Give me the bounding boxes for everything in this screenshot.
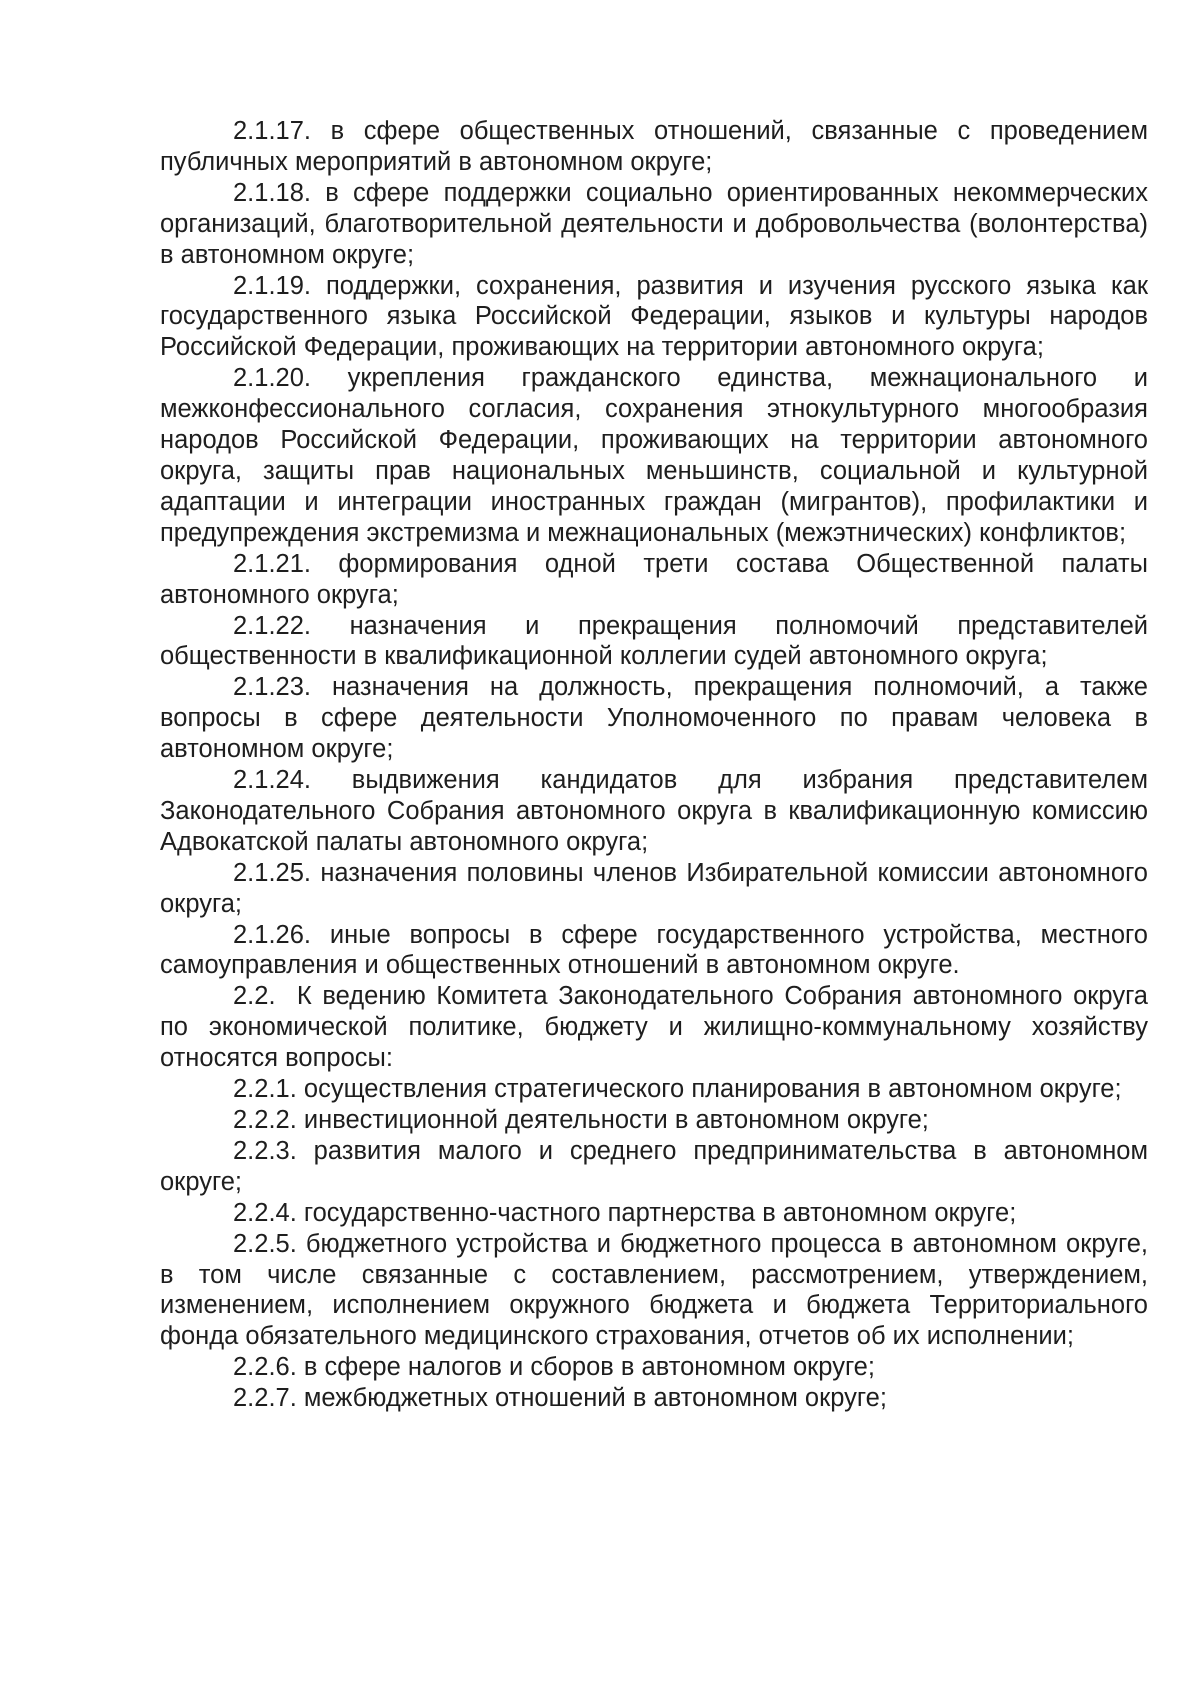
paragraph-2-1-18: 2.1.18. в сфере поддержки социально ориентированных некоммерческих организаций, благотворительной деятельности и добровольчества (волонтерства) в автономном округе; [160,178,1148,269]
paragraph-2-1-19: 2.1.19. поддержки, сохранения, развития и изучения русского языка как государственного языка Российской Федерации, языков и культуры народов Российской Федерации, проживающих на территории автономного округа; [160,271,1148,362]
paragraph-2-1-24: 2.1.24. выдвижения кандидатов для избрания представителем Законодательного Собрания автономного округа в квалификационную комиссию Адвокатской палаты автономного округа; [160,766,1148,856]
paragraph-2-1-21: 2.1.21. формирования одной трети состава Общественной палаты автономного округа; [160,549,1148,609]
paragraph-2-2-1: 2.2.1. осуществления стратегического планирования в автономном округе; [233,1075,1122,1104]
paragraph-2-2-6: 2.2.6. в сфере налогов и сборов в автономном округе; [233,1353,875,1382]
paragraph-2-1-17: 2.1.17. в сфере общественных отношений, связанные с проведением публичных мероприятий в автономном округе; [160,117,1148,176]
paragraph-2-1-26: 2.1.26. иные вопросы в сфере государственного устройства, местного самоуправления и общественных отношений в автономном округе. [160,920,1148,980]
paragraph-2-1-23: 2.1.23. назначения на должность, прекращения полномочий, а также вопросы в сфере деятельности Уполномоченного по правам человека в автономном округе; [160,673,1148,764]
paragraph-2-2-4: 2.2.4. государственно-частного партнерства в автономном округе; [233,1198,1017,1227]
paragraph-2-2-3: 2.2.3. развития малого и среднего предпринимательства в автономном округе; [160,1136,1148,1196]
paragraph-2-2: 2.2. К ведению Комитета Законодательного Собрания автономного округа по экономической политике, бюджету и жилищно-коммунальному хозяйству относятся вопросы: [160,982,1148,1073]
paragraph-2-1-25: 2.1.25. назначения половины членов Избирательной комиссии автономного округа; [160,858,1148,918]
paragraph-2-2-7: 2.2.7. межбюджетных отношений в автономном округе; [233,1384,887,1413]
paragraph-2-1-20: 2.1.20. укрепления гражданского единства, межнационального и межконфессионального согласия, сохранения этнокультурного многообразия народов Российской Федерации, проживающих на территории автономного округа, защиты прав национальных меньшинств, социальной и культурной адаптации и интеграции иностранных граждан (мигрантов), профилактики и предупреждения экстремизма и межнациональных (межэтнических) конфликтов; [160,364,1148,547]
document-page [160,116,1148,1414]
paragraph-2-2-2: 2.2.2. инвестиционной деятельности в автономном округе; [233,1106,929,1134]
paragraph-2-1-22: 2.1.22. назначения и прекращения полномочий представителей общественности в квалификационной коллегии судей автономного округа; [160,611,1148,671]
paragraph-2-2-5: 2.2.5. бюджетного устройства и бюджетного процесса в автономном округе, в том числе связанные с составлением, рассмотрением, утверждением, изменением, исполнением окружного бюджета и бюджета Территориального фонда обязательного медицинского страхования, отчетов об их исполнении; [160,1229,1148,1351]
